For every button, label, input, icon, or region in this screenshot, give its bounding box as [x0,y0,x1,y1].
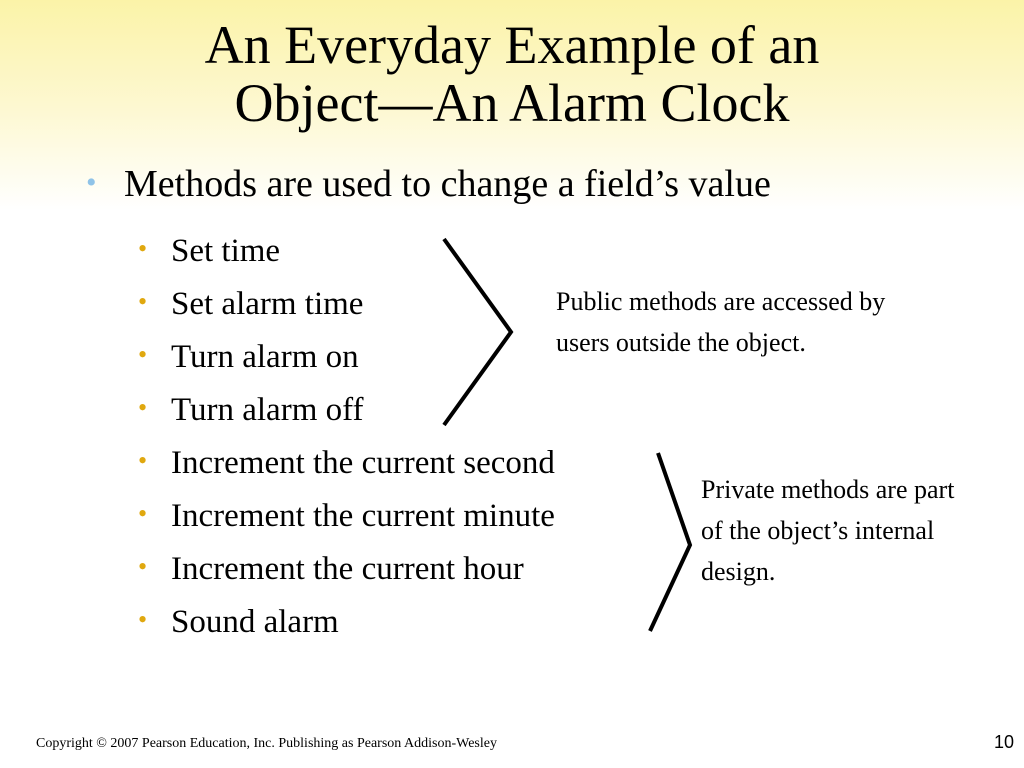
bullet-dot-icon: • [138,605,148,634]
main-bullet-text: Methods are used to change a field’s value [124,163,771,205]
bullet-dot-icon: • [138,446,148,475]
title-line-1: An Everyday Example of an [204,15,820,75]
slide-number: 10 [993,732,1014,752]
method-label: Sound alarm [171,604,339,640]
method-label: Increment the current hour [171,551,524,587]
bullet-dot-icon: • [138,552,148,581]
bullet-dot-icon: • [86,166,97,199]
public-methods-note: Public methods are accessed by users outside the object. [556,287,886,357]
bullet-dot-icon: • [138,499,148,528]
method-label: Increment the current minute [171,498,555,534]
title-line-2: Object—An Alarm Clock [234,73,790,133]
copyright-footer: Copyright © 2007 Pearson Education, Inc. Publishing as Pearson Addison-Wesley [36,736,497,751]
method-label: Set alarm time [171,286,364,322]
public-methods-bracket [444,239,511,425]
bullet-dot-icon: • [138,287,148,316]
bullet-dot-icon: • [138,393,148,422]
method-label: Turn alarm off [171,392,364,428]
method-label: Turn alarm on [171,339,359,375]
private-methods-bracket [650,453,690,631]
method-label: Increment the current second [171,445,555,481]
method-label: Set time [171,233,281,269]
bullet-dot-icon: • [138,234,148,263]
private-methods-note: Private methods are part of the object’s internal design. [701,475,955,586]
bullet-dot-icon: • [138,340,148,369]
